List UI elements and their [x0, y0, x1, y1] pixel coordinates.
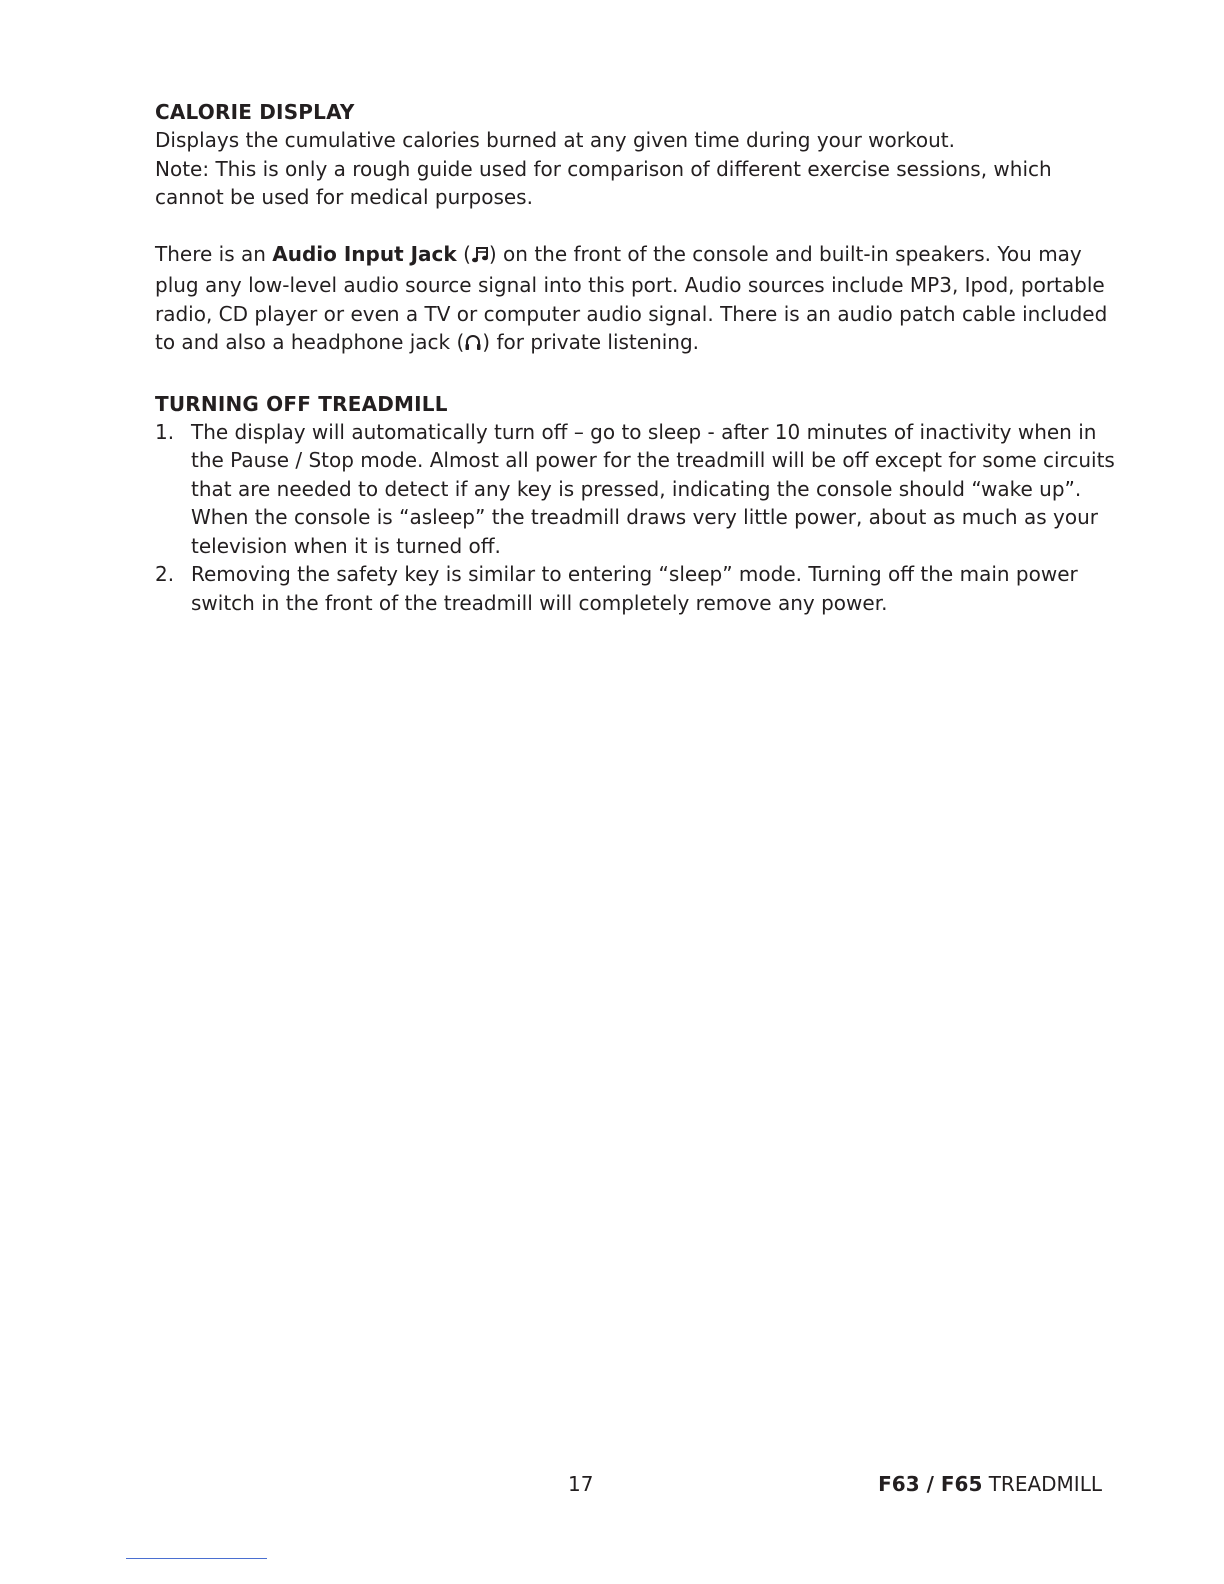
model-name [878, 1472, 1102, 1496]
headphone-icon [464, 331, 482, 360]
audio-paren: ( [456, 241, 471, 266]
list-item [155, 560, 1115, 617]
page-content [155, 98, 1115, 617]
bottom-rule [126, 1558, 267, 1559]
model-name-bold: F63 / F65 [878, 1472, 983, 1496]
model-name-rest: TREADMILL [982, 1472, 1102, 1496]
list-item-text: The display will automatically turn off – go to sleep - after 10 minutes of inactivity when in the Pause / Stop mode. Almost all power for the treadmill will be off except for some circuits that are needed to detect if any key is pressed, indicating the console should “wake up”. When the console is “asleep” the treadmill draws very little power, about as much as your television when it is turned off. [191, 419, 1115, 558]
turning-off-list [155, 418, 1115, 618]
music-note-icon [471, 243, 489, 272]
calorie-note: Note: This is only a rough guide used for comparison of different exercise sessions, which cannot be used for medical purposes. [155, 156, 1052, 209]
turning-off-heading: TURNING OFF TREADMILL [155, 391, 448, 416]
audio-text-pre: There is an [155, 241, 273, 266]
calorie-description: Displays the cumulative calories burned at any given time during your workout. [155, 128, 955, 152]
list-item-text: Removing the safety key is similar to entering “sleep” mode. Turning off the main power switch in the front of the treadmill will completely remove any power. [191, 562, 1078, 615]
list-item-number: 2. [155, 562, 175, 586]
audio-text-post: ) for private listening. [482, 330, 700, 354]
page-number: 17 [568, 1472, 594, 1496]
audio-text-mid: ) on the front of the console and built-in speakers. You may plug any low-level audio source signal into this port. Audio sources include MP3, Ipod, portable radio, CD player or even a TV or computer audio signal. There is an audio patch cable included to and also a headphone jack ( [155, 241, 1108, 354]
calorie-display-heading: CALORIE DISPLAY [155, 100, 355, 124]
audio-paragraph [155, 240, 1115, 360]
list-item-number: 1. [155, 419, 175, 444]
list-item [155, 418, 1115, 561]
audio-input-jack-label: Audio Input Jack [272, 241, 457, 266]
